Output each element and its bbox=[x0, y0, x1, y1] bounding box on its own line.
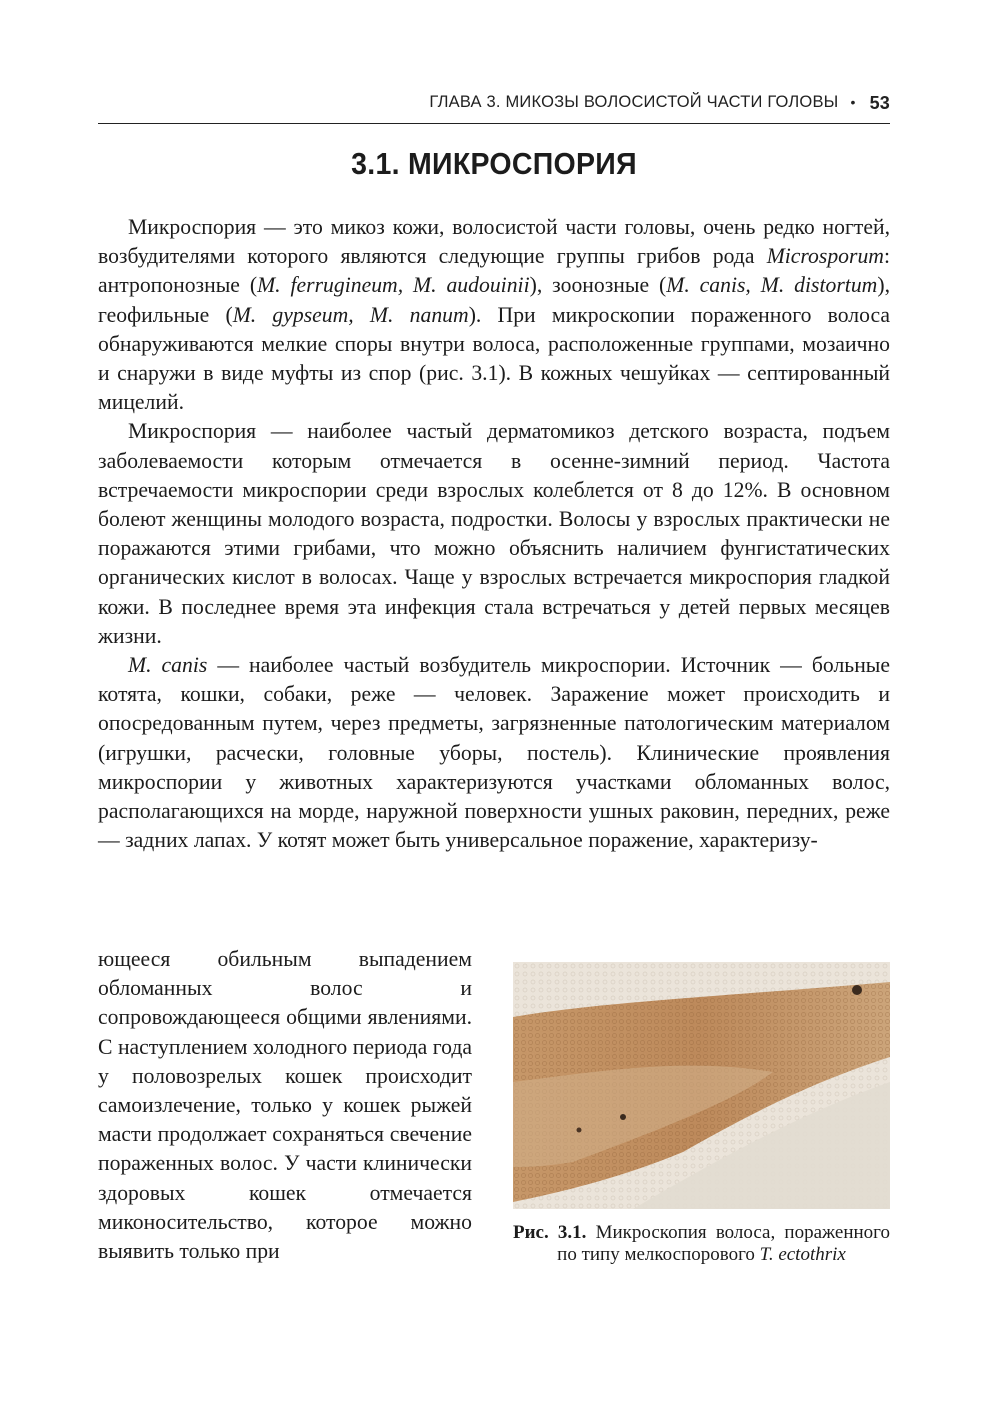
caption-species: T. ectothrix bbox=[759, 1244, 846, 1265]
paragraph-1 bbox=[98, 213, 890, 417]
figure-label: Рис. 3.1. bbox=[513, 1222, 587, 1243]
bullet-separator: • bbox=[850, 94, 856, 110]
text-run: ), зоонозные ( bbox=[529, 273, 667, 298]
text-run: Микроспория — это микоз кожи, волосистой части головы, очень редко ногтей, возбудителями которого являются следующие группы грибов рода bbox=[98, 215, 890, 269]
figure-caption bbox=[513, 1222, 890, 1266]
species-name: M. canis bbox=[128, 653, 208, 678]
paragraph-3 bbox=[98, 651, 890, 855]
paragraph-3-continuation: ющееся обильным выпадением обломанных волос и сопровождающееся общими явлениями. С наступлением холодного периода года у половозрелых кошек происходит самоизлечение, только у кошек рыжей масти продолжает сохраняться свечение пораженных волос. У части клинически здоровых кошек отмечается миконосительство, которое можно выявить только при bbox=[98, 947, 472, 1264]
text-run: ). При микроскопии пораженного волоса обнаруживаются мелкие споры внутри волоса, расположенные группами, мозаично и снаружи в виде муфты из спор (рис. 3.1). В кожных чешуйках — септированный мицелий. bbox=[98, 302, 890, 415]
text-run: — наиболее частый возбудитель микроспории. Источник — больные котята, кошки, собаки, реже — человек. Заражение может происходить и опосредованным путем, через предметы, загрязненные патологическим материалом (игрушки, расчески, головные уборы, постель). Клинические проявления микроспории у животных характеризуются участками обломанных волос, располагающихся на морде, наружной поверхности ушных раковин, передних, реже — задних лапах. У котят может быть универсальное поражение, характеризу- bbox=[98, 653, 890, 853]
paragraph-2: Микроспория — наиболее частый дерматомикоз детского возраста, подъем заболеваемости которым отмечается в осенне-зимний период. Частота встречаемости микроспории среди взрослых колеблется от 8 до 12%. В основном болеют женщины молодого возраста, подростки. Волосы у взрослых практически не поражаются этими грибами, что можно объяснить наличием фунгистатических органических кислот в волосах. Чаще у взрослых встречается микроспория гладкой кожи. В последнее время эта инфекция стала встречаться у детей первых месяцев жизни. bbox=[98, 419, 890, 648]
genus-name: Microsporum bbox=[766, 244, 884, 269]
section-title: 3.1. МИКРОСПОРИЯ bbox=[351, 146, 637, 181]
species-names: M. ferrugineum, M. audouinii bbox=[257, 273, 530, 298]
caption-text: Микроскопия волоса, пораженного по типу мелкоспорового bbox=[557, 1222, 890, 1265]
page-number: 53 bbox=[869, 93, 890, 113]
text-run: ), геофильные ( bbox=[98, 273, 890, 327]
running-header bbox=[98, 93, 890, 124]
hair-microscopy-image bbox=[513, 962, 890, 1209]
text-run: : антропонозные ( bbox=[98, 244, 890, 298]
species-names: M. gypseum, M. nanum bbox=[232, 302, 469, 327]
figure-3-1 bbox=[513, 962, 890, 1266]
chapter-title: ГЛАВА 3. МИКОЗЫ ВОЛОСИСТОЙ ЧАСТИ ГОЛОВЫ bbox=[429, 93, 839, 111]
species-names: M. canis, M. distortum bbox=[666, 273, 878, 298]
main-text bbox=[98, 213, 890, 855]
wrapped-text-column bbox=[98, 945, 472, 1266]
